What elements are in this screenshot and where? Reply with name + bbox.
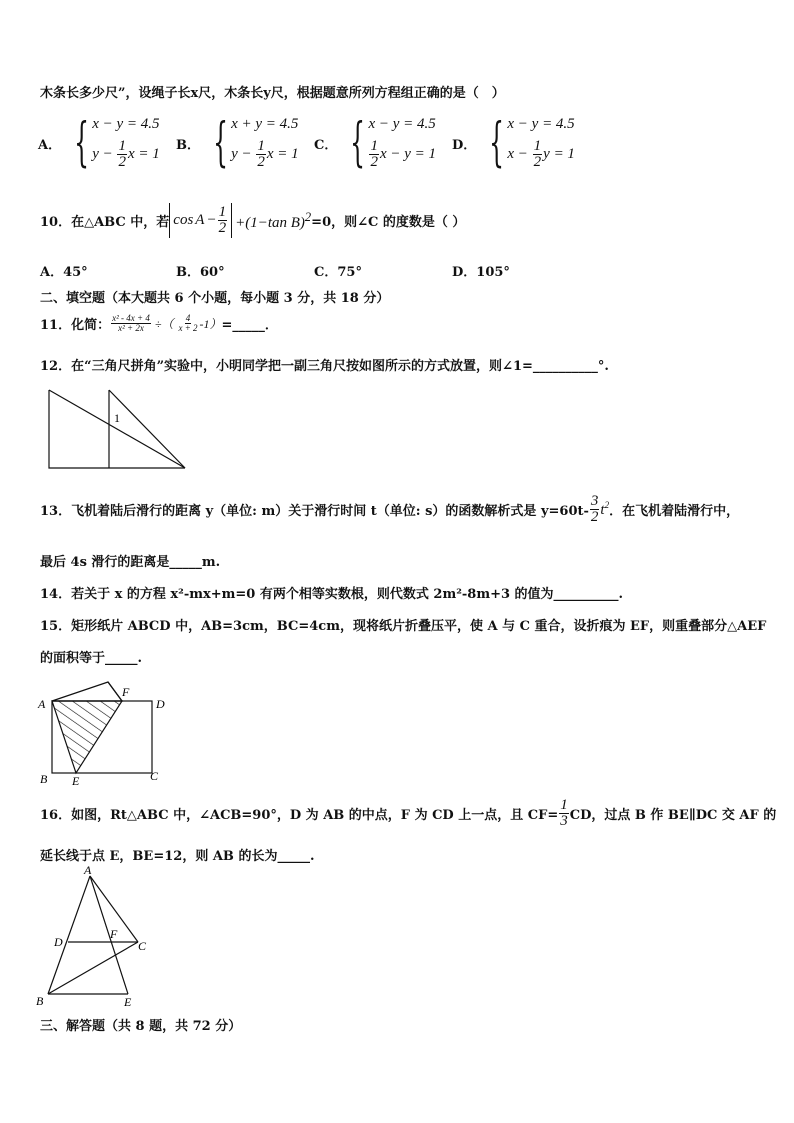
section-heading-solutions: 三、解答题（共 8 题，共 72 分） — [40, 1019, 242, 1034]
q13-expression: $\frac{3}{2}$ $t^2$ — [590, 493, 610, 525]
section-heading-fill-in: 二、填空题（本大题共 6 个小题，每小题 3 分，共 18 分） — [40, 291, 390, 306]
point-c-label: C — [150, 769, 159, 783]
q9-option-c: C． { x − y = 4.5 $\frac{1}{2}$ x − y = 1 — [314, 113, 437, 173]
q10-option-a: A．45° — [40, 265, 88, 280]
q15-rectangle-figure — [36, 676, 176, 786]
q10-option-c: C．75° — [314, 265, 362, 280]
point-d-label: D — [156, 697, 165, 711]
q9-option-a: A． { x − y = 4.5 y − $\frac{1}{2}$ x = 1 — [38, 113, 160, 173]
q16-fraction: $\frac{1}{3}$ — [560, 797, 568, 829]
point-d-label: D — [54, 935, 63, 949]
q10-stem: 10．在△ABC 中，若 cos A − $\frac{1}{2}$ +(1−tan B)$^2$ =0，则∠C 的度数是（ ） — [40, 204, 466, 236]
equation-line: y − $\frac{1}{2}$ x = 1 — [231, 138, 299, 170]
q13-line1: 13．飞机着陆后滑行的距离 y（单位: m）关于滑行时间 t（单位: s）的函数解析式是 y=60t- $\frac{3}{2}$ $t^2$ ．在飞机着陆滑行中， — [40, 493, 740, 525]
q10-expression: cos A − $\frac{1}{2}$ +(1−tan B)$^2$ — [169, 203, 311, 238]
equation-line: x − y = 4.5 — [368, 116, 436, 132]
q12-triangle-figure — [40, 384, 190, 474]
q15-line2: 的面积等于_____. — [40, 651, 143, 666]
q10-option-b: B．60° — [176, 265, 225, 280]
point-e-label: E — [124, 995, 132, 1009]
equation-line: x − y = 4.5 — [507, 116, 575, 132]
q14-stem: 14．若关于 x 的方程 x²-mx+m=0 有两个相等实数根，则代数式 2m²-8m+3 的值为__________. — [40, 587, 624, 602]
option-label: A． — [38, 137, 62, 153]
point-b-label: B — [36, 994, 44, 1008]
point-e-label: E — [72, 774, 80, 786]
angle-1-label: 1 — [114, 411, 120, 425]
equation-line: x + y = 4.5 — [231, 116, 299, 132]
q13-line2: 最后 4s 滑行的距离是_____m. — [40, 555, 221, 570]
q9-option-d: D． { x − y = 4.5 x − $\frac{1}{2}$ y = 1 — [452, 113, 575, 173]
equation-line: $\frac{1}{2}$ x − y = 1 — [370, 138, 437, 170]
q10-option-d: D．105° — [452, 265, 510, 280]
q9-stem: 木条长多少尺”，设绳子长x尺，木条长y尺，根据题意所列方程组正确的是（ ） — [40, 86, 505, 101]
point-a-label: A — [84, 864, 92, 877]
option-label: B． — [176, 137, 200, 153]
q11-stem: 11．化简： $\frac{\text{x² - 4x + 4}}{\text{x² + 2x}}$ ÷（ $\frac{4}{x + 2}$ -1） =_____． — [40, 313, 278, 333]
point-c-label: C — [138, 939, 147, 953]
point-b-label: B — [40, 772, 48, 786]
option-label: D． — [452, 137, 477, 153]
equation-line: y − $\frac{1}{2}$ x = 1 — [92, 138, 160, 170]
q16-line1: 16．如图，Rt△ABC 中，∠ACB=90°，D 为 AB 的中点，F 为 CD 上一点，且 CF= $\frac{1}{3}$ CD，过点 B 作 BE∥DC 交 AF 的 — [40, 797, 777, 829]
equation-line: x − y = 4.5 — [92, 116, 160, 132]
option-label: C． — [314, 137, 338, 153]
q15-line1: 15．矩形纸片 ABCD 中，AB=3cm，BC=4cm，现将纸片折叠压平，使 A 与 C 重合，设折痕为 EF，则重叠部分△AEF — [40, 619, 767, 634]
q12-stem: 12．在“三角尺拼角”实验中，小明同学把一副三角尺按如图所示的方式放置，则∠1=__________°. — [40, 359, 609, 374]
q9-option-b: B． { x + y = 4.5 y − $\frac{1}{2}$ x = 1 — [176, 113, 299, 173]
q11-expression: $\frac{\text{x² - 4x + 4}}{\text{x² + 2x}}$ ÷（ $\frac{4}{x + 2}$ -1） — [112, 313, 222, 333]
point-f-label: F — [110, 927, 118, 941]
point-a-label: A — [38, 697, 46, 711]
q16-line2: 延长线于点 E，BE=12，则 AB 的长为_____. — [40, 849, 315, 864]
equation-line: x − $\frac{1}{2}$ y = 1 — [507, 138, 575, 170]
q16-triangle-figure — [34, 864, 154, 1010]
point-f-label: F — [122, 685, 130, 699]
